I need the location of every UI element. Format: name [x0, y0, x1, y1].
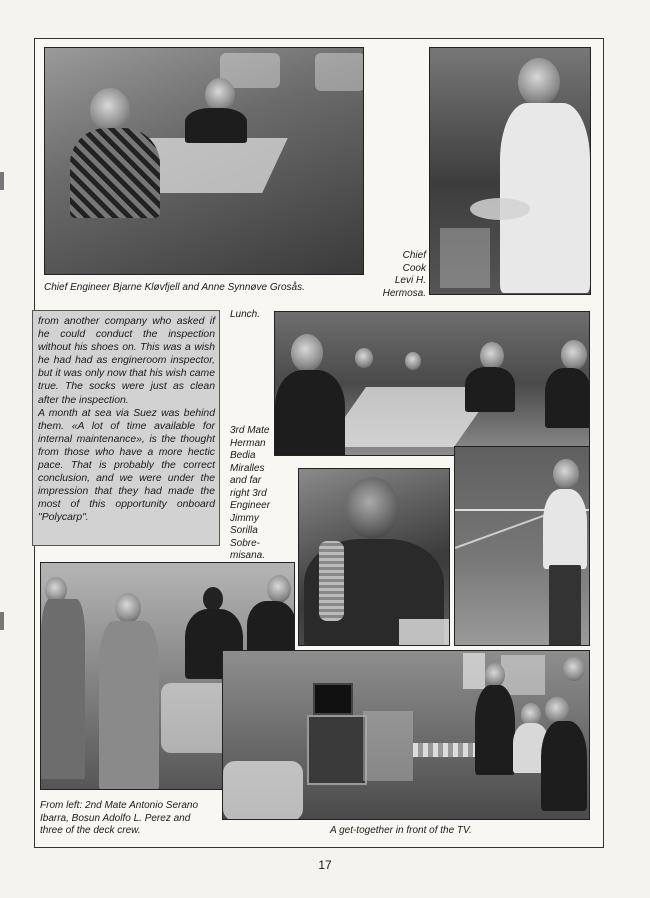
photo-chief-engineer [44, 47, 364, 275]
photo-tv-gathering [222, 650, 590, 820]
binding-mark [0, 612, 4, 630]
caption-chief-cook: Chief Cook Levi H. Hermosa. [382, 250, 426, 299]
caption-tv: A get-together in front of the TV. [330, 825, 472, 836]
photo-chief-cook [429, 47, 591, 295]
caption-lunch: Lunch. [230, 309, 261, 320]
article-text-box [32, 310, 220, 546]
caption-chief-engineer: Chief Engineer Bjarne Kløvfjell and Anne Synnøve Grosås. [44, 282, 305, 293]
article-paragraph: A month at sea via Suez was behind them. «A lot of time available for internal maintenance», is the thought from those who have a more hectic pace. That is probably the correct conclusion, and we were under the impression that they had made the most of this opportunity onboard "Polycarp". [38, 407, 215, 524]
binding-mark [0, 172, 4, 190]
page-number: 17 [318, 858, 332, 872]
photo-third-engineer [454, 446, 590, 646]
caption-third-mates: 3rd Mate Herman Bedia Miralles and far right 3rd Engineer Jimmy Sorilla Sobre- misana. [230, 425, 271, 561]
photo-third-mate [298, 468, 450, 646]
photo-lunch [274, 311, 590, 456]
caption-deck-crew: From left: 2nd Mate Antonio Serano Ibarra, Bosun Adolfo L. Perez and three of the deck crew. [40, 800, 199, 836]
article-paragraph: from another company who asked if he could conduct the inspection without his shoes on. This was a wish he had had as engineroom inspector, but it was only now that his wish came true. The socks were just as clean after the inspection. [38, 316, 215, 406]
